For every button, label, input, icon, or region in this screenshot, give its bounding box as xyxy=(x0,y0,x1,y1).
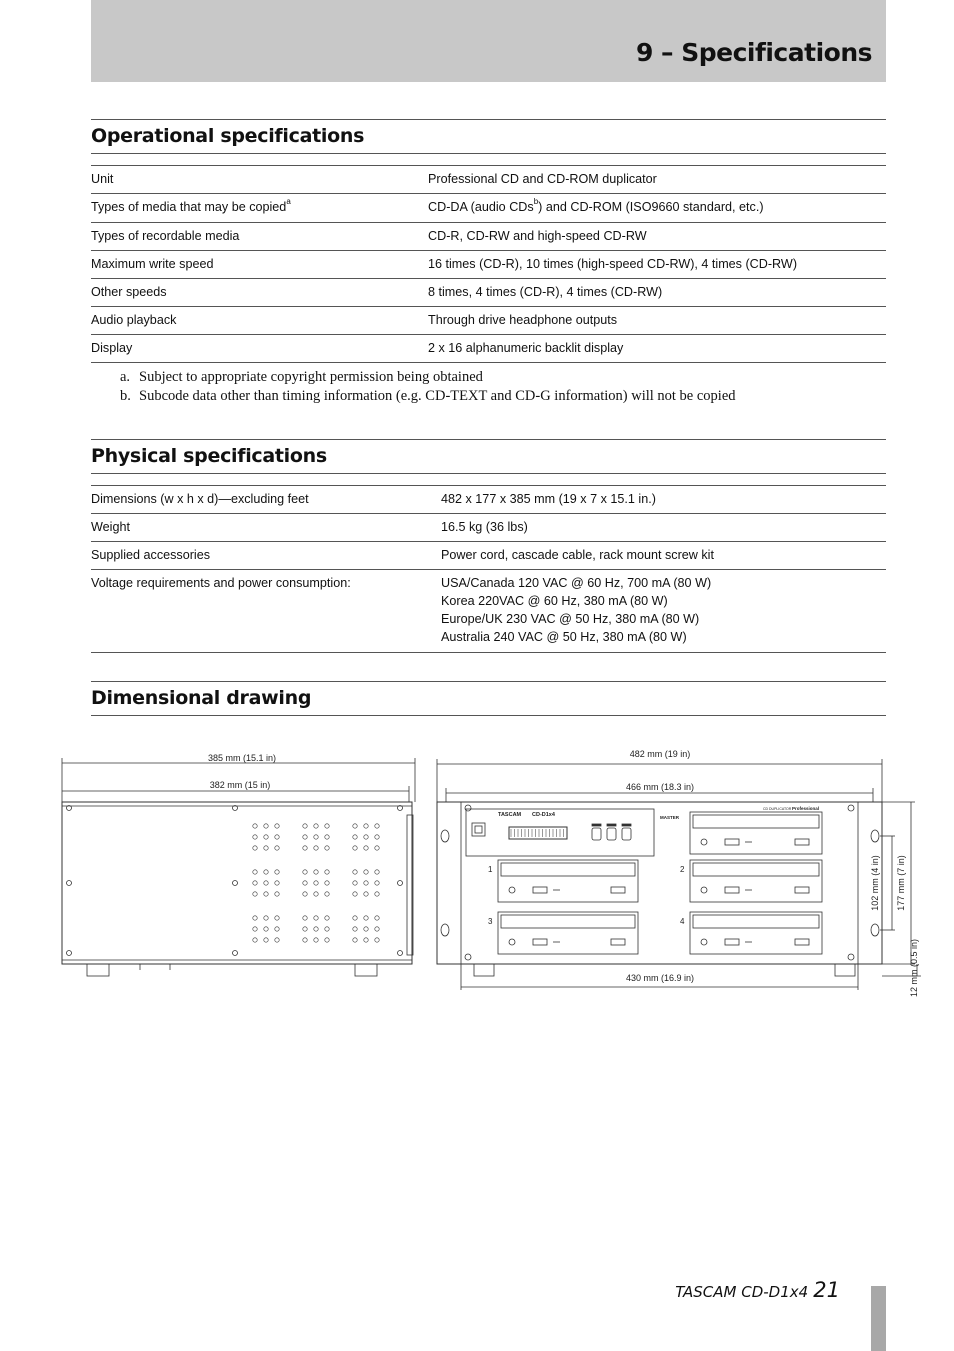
master-label: MASTER xyxy=(660,815,679,820)
vent-hole xyxy=(353,927,357,931)
spec-value: Europe/UK 230 VAC @ 50 Hz, 380 mA (80 W) xyxy=(441,612,700,626)
spec-label: Unit xyxy=(91,172,114,186)
spec-value: USA/Canada 120 VAC @ 60 Hz, 700 mA (80 W) xyxy=(441,576,712,590)
front-feet-label: 12 mm (0.5 in) xyxy=(909,938,919,998)
vent-hole xyxy=(364,892,368,896)
vent-hole xyxy=(364,927,368,931)
front-view xyxy=(437,749,921,997)
vent-hole xyxy=(314,892,318,896)
vent-hole xyxy=(303,835,307,839)
spec-value-cell xyxy=(428,251,886,279)
vent-hole xyxy=(303,927,307,931)
spec-value-cell xyxy=(441,514,886,542)
dimensional-drawing xyxy=(55,740,935,1010)
vent-hole xyxy=(375,927,379,931)
vent-hole xyxy=(253,938,257,942)
vent-hole xyxy=(314,835,318,839)
spec-label-cell xyxy=(91,194,428,223)
spec-value-cell xyxy=(441,570,886,653)
side-depth-total-label: 385 mm (15.1 in) xyxy=(207,753,277,763)
spec-row xyxy=(91,486,886,514)
spec-value: 16 times (CD-R), 10 times (high-speed CD-RW), 4 times (CD-RW) xyxy=(428,257,798,271)
vent-hole xyxy=(253,916,257,920)
spec-row xyxy=(91,570,886,653)
vent-hole xyxy=(275,892,279,896)
vent-hole xyxy=(275,824,279,828)
vent-hole xyxy=(264,938,268,942)
spec-row xyxy=(91,166,886,194)
spec-label-cell xyxy=(91,251,428,279)
spec-value-cell xyxy=(428,307,886,335)
spec-row xyxy=(91,307,886,335)
vent-hole xyxy=(364,916,368,920)
footnote-ref: a xyxy=(286,197,291,206)
physical-heading xyxy=(91,439,886,474)
vent-hole xyxy=(303,916,307,920)
vent-hole xyxy=(353,870,357,874)
duplicate-drive xyxy=(488,860,638,902)
spec-value: CD-R, CD-RW and high-speed CD-RW xyxy=(428,229,647,243)
drive-number: 1 xyxy=(488,865,493,874)
duplicate-drive xyxy=(680,860,822,902)
vent-hole xyxy=(325,927,329,931)
spec-label: Voltage requirements and power consumption: xyxy=(91,576,351,590)
spec-value-cell xyxy=(441,486,886,514)
spec-value: 8 times, 4 times (CD-R), 4 times (CD-RW) xyxy=(428,285,663,299)
vent-hole xyxy=(253,824,257,828)
vent-hole xyxy=(264,892,268,896)
vent-hole xyxy=(375,916,379,920)
vent-hole xyxy=(303,938,307,942)
spec-row xyxy=(91,194,886,223)
spec-label: Supplied accessories xyxy=(91,548,211,562)
footnote: a. Subject to appropriate copyright permission being obtained xyxy=(120,369,483,385)
vent-hole xyxy=(264,835,268,839)
vent-hole xyxy=(325,835,329,839)
vent-hole xyxy=(314,916,318,920)
vent-hole xyxy=(364,846,368,850)
vent-hole xyxy=(253,846,257,850)
vent-hole xyxy=(325,892,329,896)
physical-spec-table xyxy=(91,485,886,653)
drive-number: 4 xyxy=(680,917,685,926)
front-width-inner-label: 466 mm (18.3 in) xyxy=(625,782,695,792)
dimensional-heading-text: Dimensional drawing xyxy=(91,687,312,709)
vent-hole xyxy=(253,881,257,885)
duplicate-drive xyxy=(680,912,822,954)
vent-hole xyxy=(375,881,379,885)
spec-label-cell xyxy=(91,166,428,194)
spec-label: Dimensions (w x h x d)—excluding feet xyxy=(91,492,309,506)
footnote: b. Subcode data other than timing information (e.g. CD-TEXT and CD-G information) will not be copied xyxy=(120,388,736,404)
front-width-total-label: 482 mm (19 in) xyxy=(629,749,691,759)
spec-value: 482 x 177 x 385 mm (19 x 7 x 15.1 in.) xyxy=(441,492,656,506)
vent-hole xyxy=(375,824,379,828)
spec-row xyxy=(91,251,886,279)
physical-heading-text: Physical specifications xyxy=(91,445,327,467)
spec-row xyxy=(91,279,886,307)
vent-hole xyxy=(325,870,329,874)
spec-value: Australia 240 VAC @ 50 Hz, 380 mA (80 W) xyxy=(441,630,687,644)
spec-label-cell xyxy=(91,514,441,542)
chapter-title: 9 – Specifications xyxy=(635,38,872,67)
vent-hole xyxy=(314,846,318,850)
professional-label: Professional xyxy=(792,806,820,811)
operational-spec-table xyxy=(91,165,886,363)
vent-hole xyxy=(253,892,257,896)
spec-row xyxy=(91,542,886,570)
spec-label-cell xyxy=(91,279,428,307)
model-name: CD-D1x4 xyxy=(532,812,555,818)
spec-value-cell xyxy=(428,279,886,307)
header-bar xyxy=(91,0,886,82)
vent-hole xyxy=(275,927,279,931)
operational-footnotes xyxy=(120,368,736,406)
spec-label-cell xyxy=(91,335,428,363)
side-depth-body-label: 382 mm (15 in) xyxy=(209,780,271,790)
vent-hole xyxy=(375,870,379,874)
spec-row xyxy=(91,335,886,363)
vent-hole xyxy=(303,870,307,874)
duplicate-drive xyxy=(488,912,638,954)
vent-hole xyxy=(375,846,379,850)
spec-label: Audio playback xyxy=(91,313,177,327)
vent-hole xyxy=(253,870,257,874)
vent-hole xyxy=(253,835,257,839)
vent-hole xyxy=(275,835,279,839)
spec-label: Types of media that may be copied xyxy=(91,200,287,214)
spec-label-cell xyxy=(91,223,428,251)
spec-label-cell xyxy=(91,570,441,653)
vent-hole xyxy=(364,870,368,874)
spec-value: CD-DA (audio CDs xyxy=(428,200,534,214)
vent-hole xyxy=(264,846,268,850)
vent-hole xyxy=(325,938,329,942)
front-height-inner-label: 102 mm (4 in) xyxy=(870,855,880,911)
vent-hole xyxy=(353,846,357,850)
footer-product: TASCAM CD-D1x4 xyxy=(675,1283,809,1301)
drive-number: 2 xyxy=(680,865,685,874)
spec-row xyxy=(91,223,886,251)
master-drive xyxy=(690,812,822,854)
operational-heading-text: Operational specifications xyxy=(91,125,365,147)
vent-hole xyxy=(325,916,329,920)
vent-hole xyxy=(303,824,307,828)
vent-hole xyxy=(314,870,318,874)
vent-hole xyxy=(364,824,368,828)
operational-heading xyxy=(91,119,886,154)
vent-hole xyxy=(253,927,257,931)
vent-hole xyxy=(353,824,357,828)
vent-hole xyxy=(325,881,329,885)
spec-label: Types of recordable media xyxy=(91,229,240,243)
vent-hole xyxy=(353,916,357,920)
vent-hole xyxy=(264,916,268,920)
spec-label: Maximum write speed xyxy=(91,257,214,271)
vent-hole xyxy=(364,881,368,885)
spec-label-cell xyxy=(91,542,441,570)
vent-hole xyxy=(264,927,268,931)
spec-value-cell xyxy=(428,166,886,194)
vent-hole xyxy=(314,938,318,942)
spec-label-cell xyxy=(91,486,441,514)
vent-hole xyxy=(364,835,368,839)
vent-hole xyxy=(314,927,318,931)
vent-hole xyxy=(375,938,379,942)
vent-hole xyxy=(264,881,268,885)
vent-hole xyxy=(303,881,307,885)
spec-value-cell xyxy=(428,335,886,363)
vent-hole xyxy=(264,870,268,874)
vent-hole xyxy=(275,870,279,874)
vent-hole xyxy=(353,892,357,896)
spec-value-cell xyxy=(428,194,886,223)
vent-hole xyxy=(303,892,307,896)
spec-value: Korea 220VAC @ 60 Hz, 380 mA (80 W) xyxy=(441,594,668,608)
spec-value-cell xyxy=(441,542,886,570)
vent-hole xyxy=(364,938,368,942)
spec-value: 16.5 kg (36 lbs) xyxy=(441,520,528,534)
side-tab xyxy=(871,1286,886,1351)
vent-hole xyxy=(375,892,379,896)
footnote-ref: b xyxy=(533,197,539,206)
brand-logo: TASCAM xyxy=(498,812,522,818)
spec-value: Professional CD and CD-ROM duplicator xyxy=(428,172,657,186)
duplicator-label: CD DUPLICATOR xyxy=(763,807,792,811)
spec-value: Through drive headphone outputs xyxy=(428,313,618,327)
drive-number: 3 xyxy=(488,917,493,926)
vent-hole xyxy=(314,881,318,885)
vent-hole xyxy=(303,846,307,850)
vent-hole xyxy=(325,824,329,828)
vent-hole xyxy=(275,916,279,920)
front-width-body-label: 430 mm (16.9 in) xyxy=(625,973,695,983)
vent-hole xyxy=(353,881,357,885)
dimensional-heading xyxy=(91,681,886,716)
vent-hole xyxy=(325,846,329,850)
spec-label: Other speeds xyxy=(91,285,167,299)
vent-hole xyxy=(314,824,318,828)
vent-hole xyxy=(353,938,357,942)
spec-value: Power cord, cascade cable, rack mount screw kit xyxy=(441,548,714,562)
vent-hole xyxy=(375,835,379,839)
spec-label-cell xyxy=(91,307,428,335)
vent-hole xyxy=(353,835,357,839)
spec-value-cell xyxy=(428,223,886,251)
vent-hole xyxy=(264,824,268,828)
page-number: 21 xyxy=(813,1278,840,1302)
front-height-total-label: 177 mm (7 in) xyxy=(896,855,906,911)
spec-label: Display xyxy=(91,341,133,355)
page-footer xyxy=(675,1278,840,1302)
vent-hole xyxy=(275,938,279,942)
vent-hole xyxy=(275,881,279,885)
spec-value-rest: ) and CD-ROM (ISO9660 standard, etc.) xyxy=(538,200,764,214)
spec-label: Weight xyxy=(91,520,130,534)
spec-value: 2 x 16 alphanumeric backlit display xyxy=(428,341,624,355)
spec-row xyxy=(91,514,886,542)
vent-hole xyxy=(275,846,279,850)
side-view xyxy=(62,753,415,976)
